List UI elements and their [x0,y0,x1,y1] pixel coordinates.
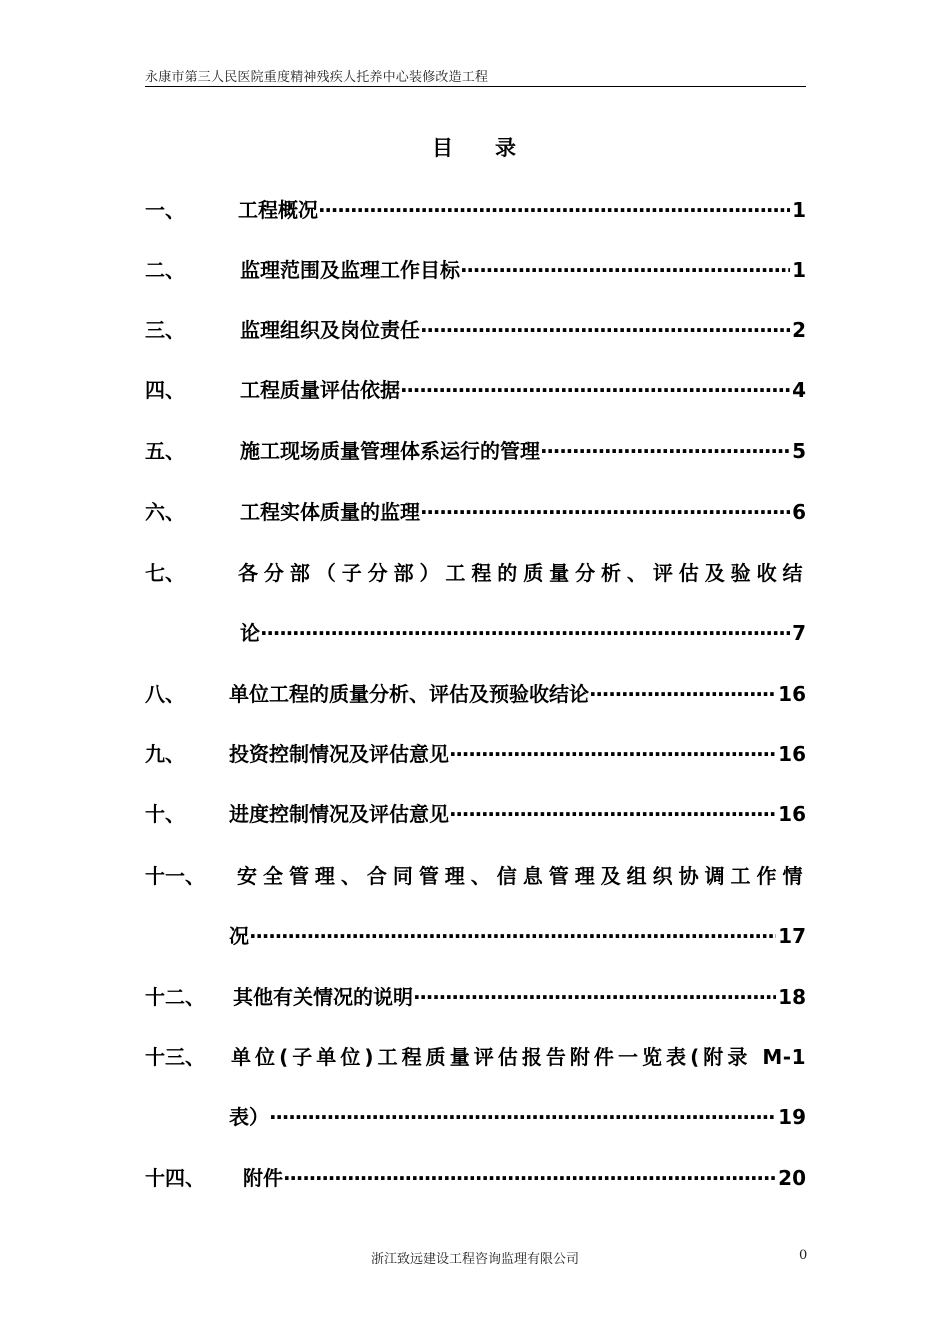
toc-entry-page: 16 [778,742,806,766]
toc-entry[interactable] [145,679,806,709]
dot-leader [540,436,790,466]
dot-leader [420,497,790,527]
toc-entry-number: 十二、 [145,985,205,1009]
toc-entry-label: 附件 [243,1166,283,1190]
toc-entry-label: 单位工程的质量分析、评估及预验收结论 [229,682,589,706]
toc-entry-number: 十一、 [145,864,205,888]
toc-entry-page: 18 [778,985,806,1009]
footer-page-number: 0 [799,1248,808,1263]
toc-entry-continuation[interactable] [145,1102,806,1132]
toc-entry-number: 三、 [145,318,185,342]
toc-entry-number: 四、 [145,378,185,402]
toc-entry-page: 1 [792,198,806,222]
toc-entry-label: 进度控制情况及评估意见 [229,802,449,826]
toc-entry-page: 16 [778,682,806,706]
toc-entry-number: 一、 [145,198,185,222]
dot-leader [260,618,790,648]
toc-entry-page: 17 [778,924,806,948]
toc-entry-label: 监理范围及监理工作目标 [240,258,460,282]
dot-leader [249,921,776,951]
toc-entry-label-line2: 论 [240,621,260,645]
toc-entry-label: 投资控制情况及评估意见 [229,742,449,766]
toc-entry[interactable] [145,315,806,345]
dot-leader [413,982,776,1012]
toc-entry[interactable] [145,436,806,466]
toc-entry-label: 工程实体质量的监理 [240,500,420,524]
toc-entry-label: 其他有关情况的说明 [233,985,413,1009]
toc-title-part2: 录 [495,135,518,160]
toc-title-part1: 目 [432,135,455,160]
toc-entry[interactable] [145,861,806,891]
toc-entry-continuation[interactable] [145,921,806,951]
toc-entry-continuation[interactable] [145,618,806,648]
dot-leader [449,799,776,829]
toc-entry-label: 工程质量评估依据 [240,378,400,402]
toc-entry-label-line1: 单位(子单位)工程质量评估报告附件一览表(附录 M-1 [231,1045,806,1069]
toc-entry[interactable] [145,195,806,225]
toc-entry-number: 十四、 [145,1166,205,1190]
toc-entry-number: 十、 [145,802,185,826]
toc-entry[interactable] [145,1163,806,1193]
dot-leader [400,375,790,405]
toc-entry-label-line2: 况 [229,924,249,948]
toc-entry[interactable] [145,255,806,285]
toc-entry[interactable] [145,558,806,588]
dot-leader [420,315,790,345]
toc-entry[interactable] [145,497,806,527]
toc-entry[interactable] [145,1042,806,1072]
toc-entry[interactable] [145,799,806,829]
toc-entry-label-line2: 表） [229,1105,269,1129]
running-header: 永康市第三人民医院重度精神残疾人托养中心装修改造工程 [145,70,489,85]
toc-entry-label: 工程概况 [238,198,318,222]
dot-leader [318,195,790,225]
dot-leader [460,255,790,285]
dot-leader [449,739,776,769]
toc-entry-number: 六、 [145,500,185,524]
header-divider [145,86,806,87]
toc-entry[interactable] [145,982,806,1012]
toc-title [0,132,950,162]
toc-entry-page: 1 [792,258,806,282]
toc-entry[interactable] [145,739,806,769]
toc-entry-number: 十三、 [145,1045,205,1069]
toc-entry-page: 7 [792,621,806,645]
toc-entry-label-line1: 安全管理、合同管理、信息管理及组织协调工作情 [237,864,806,888]
toc-entry-number: 五、 [145,439,185,463]
toc-entry-page: 19 [778,1105,806,1129]
toc-entry-label: 监理组织及岗位责任 [240,318,420,342]
dot-leader [283,1163,776,1193]
toc-entry-number: 七、 [145,561,185,585]
toc-entry-page: 4 [792,378,806,402]
running-footer-company: 浙江致远建设工程咨询监理有限公司 [370,1252,579,1267]
dot-leader [269,1102,776,1132]
toc-entry-number: 二、 [145,258,185,282]
toc-entry-label: 施工现场质量管理体系运行的管理 [240,439,540,463]
toc-entry[interactable] [145,375,806,405]
toc-entry-page: 5 [792,439,806,463]
toc-entry-number: 八、 [145,682,185,706]
toc-entry-page: 20 [778,1166,806,1190]
dot-leader [589,679,776,709]
toc-entry-page: 2 [792,318,806,342]
toc-entry-page: 6 [792,500,806,524]
toc-entry-label-line1: 各分部（子分部）工程的质量分析、评估及验收结 [238,561,806,585]
toc-entry-number: 九、 [145,742,185,766]
toc-entry-page: 16 [778,802,806,826]
